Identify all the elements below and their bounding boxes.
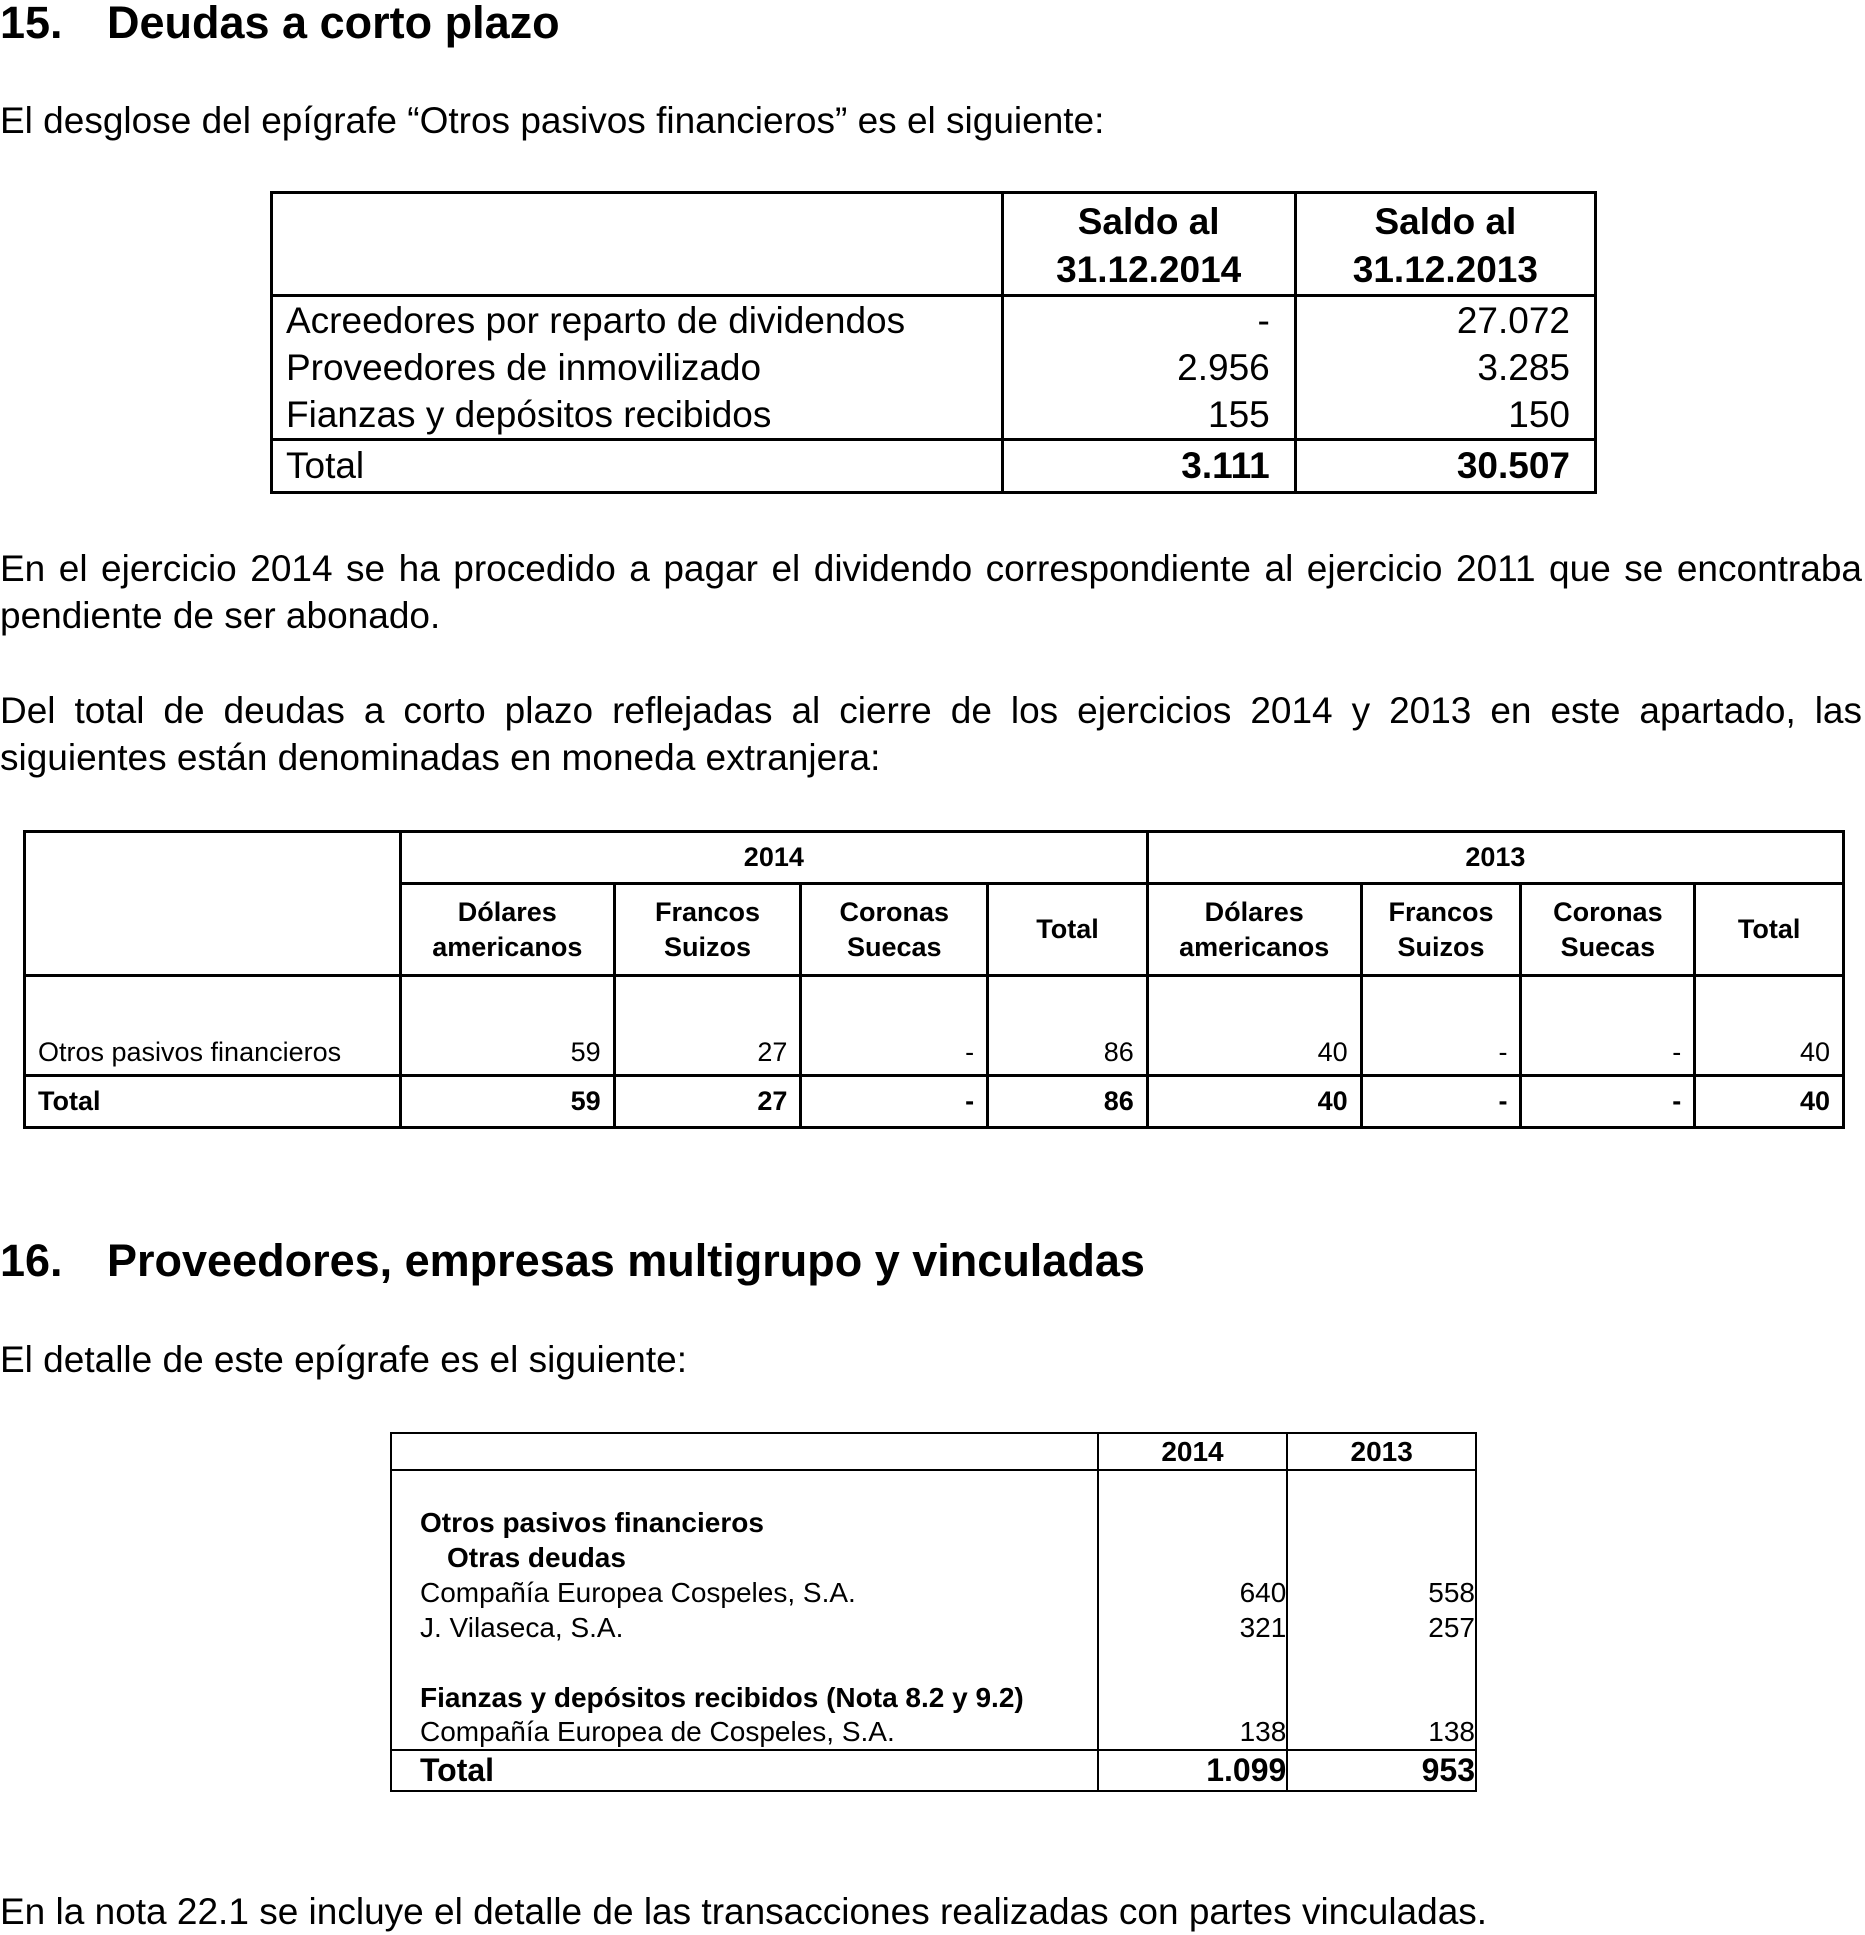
table-row: Compañía Europea de Cospeles, S.A. 138 138 [391, 1715, 1476, 1750]
section-number: 16. [0, 1235, 63, 1286]
section-16-footer: En la nota 22.1 se incluye el detalle de las transacciones realizadas con partes vinculadas. [0, 1891, 1488, 1932]
group-heading-row: Otros pasivos financieros [391, 1505, 1476, 1540]
section-16-heading [0, 1235, 1145, 1286]
currency-table [23, 830, 1845, 1129]
currency-header: Coronas Suecas [801, 884, 988, 976]
table-row: Otros pasivos financieros 59 27 - 86 40 - - 40 [25, 976, 1844, 1076]
table-row: Acreedores por reparto de dividendos - 27.072 [272, 296, 1596, 345]
table-row: Fianzas y depósitos recibidos 155 150 [272, 391, 1596, 440]
currency-header: Dólares americanos [400, 884, 614, 976]
year-header-2013: 2013 [1287, 1433, 1476, 1470]
table-total-row: Total 1.099 953 [391, 1750, 1476, 1791]
currency-header: Total [1695, 884, 1844, 976]
section-title: Deudas a corto plazo [107, 0, 560, 48]
year-header-2014: 2014 [400, 832, 1147, 884]
balance-table [270, 191, 1597, 494]
section-15-intro: El desglose del epígrafe “Otros pasivos financieros” es el siguiente: [0, 100, 1105, 141]
section-15-paragraph-2: Del total de deudas a corto plazo reflejadas al cierre de los ejercicios 2014 y 2013 en este apartado, las siguientes están denominadas en moneda extranjera: [0, 690, 1862, 778]
year-header-2014: 2014 [1098, 1433, 1288, 1470]
section-number: 15. [0, 0, 63, 48]
table-row: Proveedores de inmovilizado 2.956 3.285 [272, 344, 1596, 391]
header-empty-cell [391, 1433, 1098, 1470]
currency-header: Francos Suizos [1361, 884, 1521, 976]
section-15-heading [0, 0, 560, 48]
currency-header: Coronas Suecas [1521, 884, 1695, 976]
section-15-paragraph-1: En el ejercicio 2014 se ha procedido a pagar el dividendo correspondiente al ejercicio 2011 que se encontraba pendiente de ser abonado. [0, 548, 1862, 636]
table-total-row: Total 59 27 - 86 40 - - 40 [25, 1076, 1844, 1128]
table-total-row: Total 3.111 30.507 [272, 440, 1596, 493]
subgroup-heading-row: Otras deudas [391, 1540, 1476, 1575]
currency-header: Dólares americanos [1147, 884, 1361, 976]
header-2013: Saldo al 31.12.2013 [1295, 193, 1595, 296]
section-title: Proveedores, empresas multigrupo y vinculadas [107, 1235, 1145, 1286]
header-2014: Saldo al 31.12.2014 [1002, 193, 1295, 296]
currency-header: Francos Suizos [614, 884, 801, 976]
section-16-intro: El detalle de este epígrafe es el siguiente: [0, 1339, 688, 1380]
table-row: J. Vilaseca, S.A. 321 257 [391, 1610, 1476, 1645]
table-row: Compañía Europea Cospeles, S.A. 640 558 [391, 1575, 1476, 1610]
currency-header: Total [988, 884, 1148, 976]
header-empty-cell [272, 193, 1003, 296]
header-empty-cell [25, 832, 401, 976]
year-header-2013: 2013 [1147, 832, 1843, 884]
related-parties-table [390, 1432, 1477, 1792]
group-heading-row: Fianzas y depósitos recibidos (Nota 8.2 y 9.2) [391, 1680, 1476, 1715]
